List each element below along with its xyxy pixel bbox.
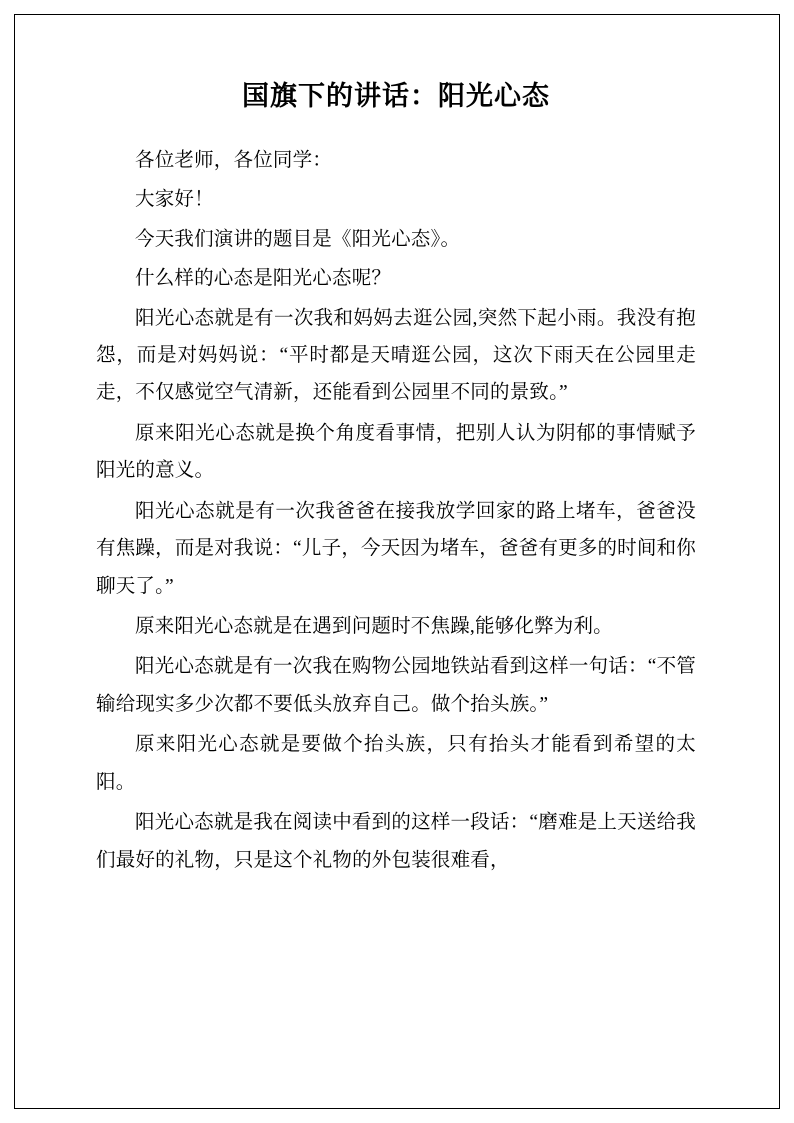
page-title: 国旗下的讲话：阳光心态 [242, 81, 550, 111]
paragraph: 什么样的心态是阳光心态呢？ [135, 268, 392, 290]
paragraph: 原来阳光心态就是换个角度看事情，把别人认为阴郁的事情赋予阳光的意义。 [96, 422, 696, 482]
document-content [96, 78, 696, 882]
paragraph: 阳光心态就是有一次我爸爸在接我放学回家的路上堵车，爸爸没有焦躁，而是对我说：“儿子，今天因为堵车，爸爸有更多的时间和你聊天了。” [96, 500, 696, 597]
paragraph: 大家好！ [135, 189, 214, 211]
paragraph: 阳光心态就是有一次我在购物公园地铁站看到这样一句话：“不管输给现实多少次都不要低头放弃自己。做个抬头族。” [96, 656, 696, 715]
paragraph: 今天我们演讲的题目是《阳光心态》。 [135, 228, 461, 250]
paragraph: 各位老师，各位同学： [135, 149, 333, 171]
paragraph: 阳光心态就是我在阅读中看到的这样一段话：“磨难是上天送给我们最好的礼物，只是这个礼物的外包装很难看， [96, 812, 696, 871]
paragraph: 阳光心态就是有一次我和妈妈去逛公园,突然下起小雨。我没有抱怨，而是对妈妈说：“平时都是天晴逛公园，这次下雨天在公园里走走，不仅感觉空气清新，还能看到公园里不同的景致。” [96, 307, 696, 404]
paragraph: 原来阳光心态就是在遇到问题时不焦躁,能够化弊为利。 [135, 616, 613, 638]
paragraph: 原来阳光心态就是要做个抬头族，只有抬头才能看到希望的太阳。 [96, 734, 696, 793]
